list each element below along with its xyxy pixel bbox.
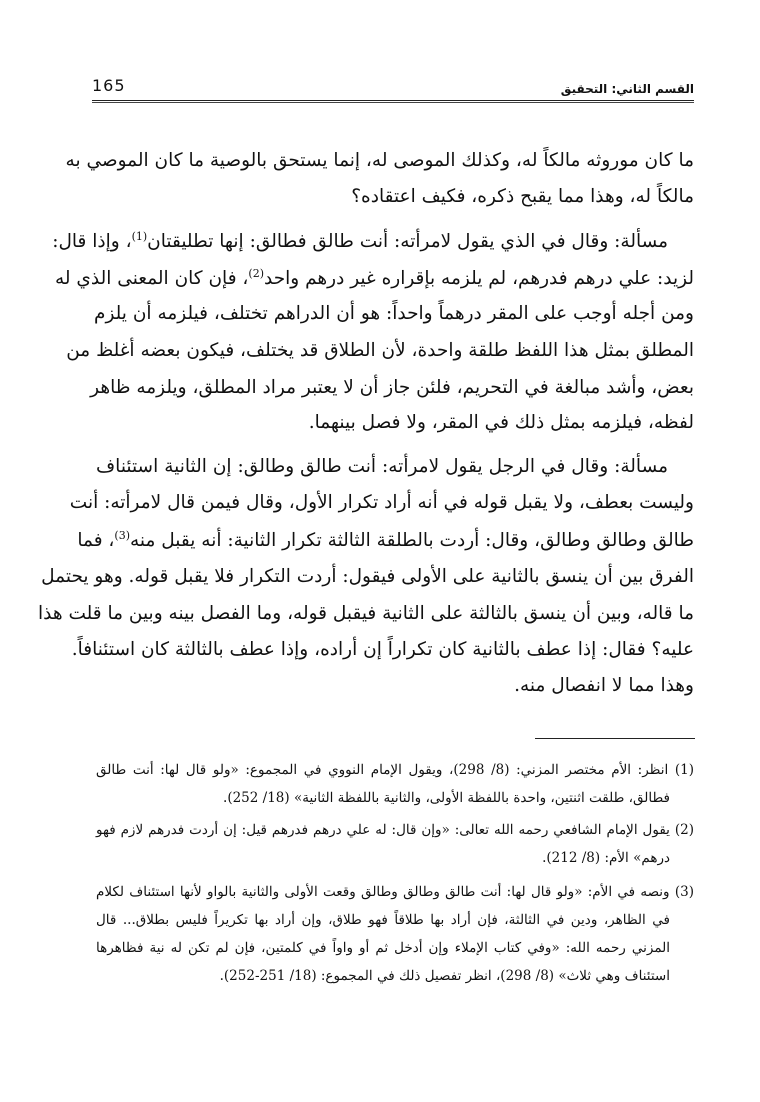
text-line — [55, 267, 694, 290]
running-header — [92, 76, 694, 98]
footnote-line: درهم» الأم: (8/ 212). — [542, 850, 670, 866]
text-line: ما قاله، وبين أن ينسق بالثالثة على الثانية فيقبل قوله، وما الفصل بينه وبين ما قلت هذا — [37, 603, 694, 624]
footnote-ref-2[interactable]: (2) — [248, 267, 264, 280]
text-segment: مسألة: وقال في الذي يقول لامرأته: أنت طالق فطالق: إنها تطليقتان — [147, 231, 668, 253]
page-number: 165 — [92, 76, 126, 95]
text-line — [52, 230, 668, 253]
footnote-line: فطالق، طلقت اثنتين، واحدة باللفظة الأولى، والثانية باللفظة الثانية» (18/ 252). — [223, 790, 670, 806]
text-line: مسألة: وقال في الرجل يقول لامرأته: أنت طالق وطالق: إن الثانية استئناف — [96, 456, 668, 477]
footnote-ref-1[interactable]: (1) — [131, 230, 148, 243]
text-segment: ، فإن كان المعنى الذي له — [55, 268, 249, 290]
text-line: بعض، وأشد مبالغة في التحريم، فلئن جاز أن لا يعتبر مراد المطلق، ويلزمه ظاهر — [90, 377, 694, 398]
footnote-line: استئناف وهي ثلاث» (8/ 298)، انظر تفصيل ذلك في المجموع: (18/ 251-252). — [219, 968, 670, 984]
footnote-line: المزني رحمه الله: «وفي كتاب الإملاء وإن أدخل ثم أو واواً في كلمتين، فإن لم تكن له نية فظاهرها — [96, 940, 670, 956]
text-line: ما كان موروثه مالكاً له، وكذلك الموصى له، إنما يستحق بالوصية ما كان الموصي به — [65, 150, 694, 171]
text-line: ومن أجله أوجب على المقر درهماً واحداً: هو أن الدراهم تختلف، فيلزمه أن يلزم — [94, 303, 694, 324]
footnote-line: (3) ونصه في الأم: «ولو قال لها: أنت طالق وطالق وطالق وقعت الأولى والثانية بالواو لأنها استئناف لكلام — [96, 884, 694, 900]
text-segment: طالق وطالق وطالق، وقال: أردت بالطلقة الثالثة تكرار الثانية: أنه يقبل منه — [130, 530, 694, 552]
footnote-ref-3[interactable]: (3) — [114, 529, 130, 542]
text-segment: لزيد: علي درهم فدرهم، لم يلزمه بإقراره غير درهم واحد — [264, 268, 694, 290]
text-line: لفظه، فيلزمه بمثل ذلك في المقر، ولا فصل بينهما. — [308, 412, 694, 433]
footnote-line: (2) يقول الإمام الشافعي رحمه الله تعالى: «وإن قال: له علي درهم فدرهم قيل: إن أردت فدرهم لازم فهو — [96, 822, 694, 838]
footnote-line: (1) انظر: الأم مختصر المزني: (8/ 298)، ويقول الإمام النووي في المجموع: «ولو قال لها: أنت طالق — [96, 762, 695, 778]
text-line: عليه؟ فقال: إذا عطف بالثانية كان تكراراً إن أراده، وإذا عطف بالثالثة كان استئنافاً. — [71, 639, 694, 660]
text-line — [77, 529, 694, 552]
section-title: القسم الثاني: التحقيق — [560, 82, 694, 96]
text-line: المطلق بمثل هذا اللفظ طلقة واحدة، لأن الطلاق قد يختلف، فيكون بعضه أغلظ من — [66, 340, 694, 361]
footnote-separator — [535, 738, 695, 739]
text-segment: ، وإذا قال: — [52, 231, 132, 253]
text-segment: ، فما — [77, 530, 115, 552]
text-line: الفرق بين أن ينسق بالثانية على الأولى فيقول: أردت التكرار فلا يقبل قوله. وهو يحتمل — [41, 566, 694, 587]
text-line: مالكاً له، وهذا مما يقبح ذكره، فكيف اعتقاده؟ — [351, 186, 694, 207]
header-rule — [92, 100, 694, 103]
text-line: وهذا مما لا انفصال منه. — [514, 675, 694, 696]
text-line: وليست بعطف، ولا يقبل قوله في أنه أراد تكرار الأول، وقال فيمن قال لامرأته: أنت — [69, 492, 694, 513]
footnote-line: في الظاهر، ودين في الثالثة، فإن أراد بها طلاقاً فهو طلاق، وإن أراد بها تكريراً فليس بطلاق... قال — [96, 912, 670, 928]
